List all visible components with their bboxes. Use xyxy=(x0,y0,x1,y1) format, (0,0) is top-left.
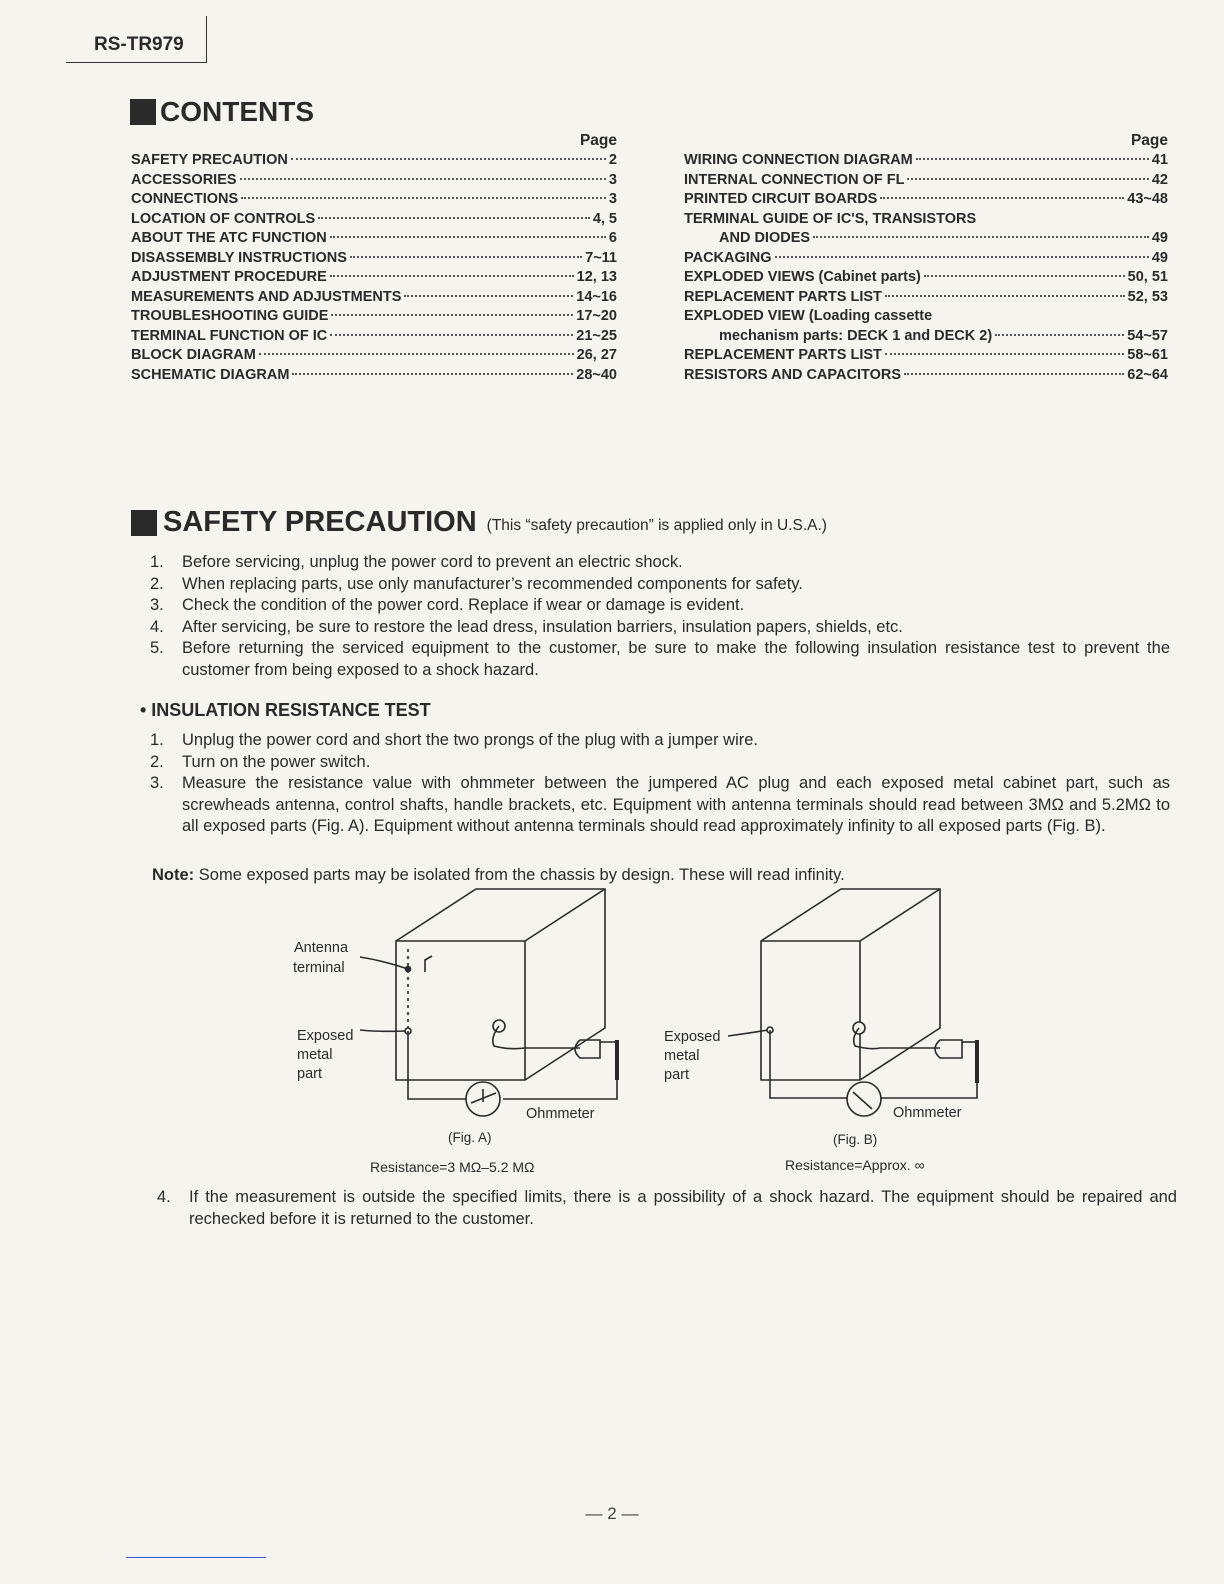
toc-left-column xyxy=(131,132,617,385)
toc-entry: DISASSEMBLY INSTRUCTIONS 7~11 xyxy=(131,249,617,266)
insulation-steps-list xyxy=(150,730,1170,838)
footer-rule xyxy=(126,1557,266,1558)
figure-a-resistance: Resistance=3 MΩ–5.2 MΩ xyxy=(370,1159,535,1175)
figure-a-caption: (Fig. A) xyxy=(448,1130,492,1145)
safety-heading: SAFETY PRECAUTION (This “safety precaution” is applied only in U.S.A.) xyxy=(131,506,827,539)
list-item: 5. Before returning the serviced equipment to the customer, be sure to make the following insulation resistance test to prevent the customer from being exposed to a shock hazard. xyxy=(150,639,1170,679)
toc-entry: PACKAGING 49 xyxy=(684,249,1168,266)
ohmmeter-label: Ohmmeter xyxy=(526,1106,595,1122)
square-bullet-icon xyxy=(130,99,156,125)
figure-b-diagram xyxy=(728,889,977,1116)
antenna-terminal-label-1: Antenna xyxy=(294,940,349,956)
toc-entry: SCHEMATIC DIAGRAM 28~40 xyxy=(131,366,617,383)
note-line: Note: Some exposed parts may be isolated from the chassis by design. These will read infinity. xyxy=(152,866,845,884)
toc-entry: SAFETY PRECAUTION 2 xyxy=(131,152,617,168)
figure-b-resistance: Resistance=Approx. ∞ xyxy=(785,1157,925,1173)
exposed-metal-label-3: part xyxy=(297,1066,322,1082)
insulation-test-figures xyxy=(280,880,1000,1180)
page-column-label: Page xyxy=(579,132,617,149)
list-item: 2. Turn on the power switch. xyxy=(150,752,371,771)
toc-entry: TERMINAL FUNCTION OF IC 21~25 xyxy=(131,327,617,344)
toc-entry: PRINTED CIRCUIT BOARDS 43~48 xyxy=(684,191,1168,207)
toc-entry: ACCESSORIES 3 xyxy=(131,171,617,188)
toc-entry: LOCATION OF CONTROLS 4, 5 xyxy=(131,210,617,227)
safety-steps-list xyxy=(150,552,1170,681)
model-tag xyxy=(66,16,207,63)
list-item: 3. Check the condition of the power cord. Replace if wear or damage is evident. xyxy=(150,596,745,614)
exposed-metal-label-2: metal xyxy=(664,1048,700,1064)
model-number: RS-TR979 xyxy=(94,34,184,55)
list-item: 4. After servicing, be sure to restore the lead dress, insulation barriers, insulation papers, shields, etc. xyxy=(150,617,903,636)
toc-entry: INTERNAL CONNECTION OF FL 42 xyxy=(684,171,1168,188)
exposed-metal-label-3: part xyxy=(664,1067,689,1083)
toc-right-column xyxy=(684,132,1168,385)
list-item: 2. When replacing parts, use only manufacturer’s recommended components for safety. xyxy=(150,574,803,593)
toc-entry: CONNECTIONS 3 xyxy=(131,191,617,207)
figure-a-diagram xyxy=(360,889,617,1116)
toc-entry-line1: EXPLODED VIEW (Loading cassette xyxy=(684,308,933,324)
list-item: 1. Unplug the power cord and short the two prongs of the plug with a jumper wire. xyxy=(150,731,758,749)
exposed-metal-label-2: metal xyxy=(297,1047,333,1063)
toc-entry: mechanism parts: DECK 1 and DECK 2) 54~57 xyxy=(719,327,1168,344)
page-column-label: Page xyxy=(1130,132,1168,149)
toc-entry: WIRING CONNECTION DIAGRAM 41 xyxy=(684,152,1168,168)
exposed-metal-label-1: Exposed xyxy=(664,1029,721,1045)
toc-entry: ADJUSTMENT PROCEDURE 12, 13 xyxy=(131,269,617,285)
toc-entry: ABOUT THE ATC FUNCTION 6 xyxy=(131,230,617,246)
safety-scope-note: (This “safety precaution” is applied only in U.S.A.) xyxy=(486,516,827,534)
page-number: — 2 — xyxy=(585,1504,639,1523)
toc-entry: REPLACEMENT PARTS LIST 52, 53 xyxy=(684,288,1168,305)
list-item: 1. Before servicing, unplug the power cord to prevent an electric shock. xyxy=(150,553,683,571)
toc-entry: REPLACEMENT PARTS LIST 58~61 xyxy=(684,347,1168,363)
toc-entry: MEASUREMENTS AND ADJUSTMENTS 14~16 xyxy=(131,288,617,305)
figure-b-caption: (Fig. B) xyxy=(833,1132,878,1147)
exposed-metal-label-1: Exposed xyxy=(297,1028,354,1044)
square-bullet-icon xyxy=(131,510,157,536)
toc-entry: EXPLODED VIEWS (Cabinet parts) 50, 51 xyxy=(684,269,1168,285)
toc-entry: BLOCK DIAGRAM 26, 27 xyxy=(131,347,617,363)
toc-entry: RESISTORS AND CAPACITORS 62~64 xyxy=(684,366,1168,383)
toc-entry: TROUBLESHOOTING GUIDE 17~20 xyxy=(131,308,617,324)
ohmmeter-label: Ohmmeter xyxy=(893,1105,962,1121)
toc-entry-line1: TERMINAL GUIDE OF IC'S, TRANSISTORS xyxy=(684,210,977,227)
contents-heading: CONTENTS xyxy=(130,96,314,128)
insulation-test-heading: • INSULATION RESISTANCE TEST xyxy=(140,700,431,720)
step-4-warning: 4. If the measurement is outside the specified limits, there is a possibility of a shock hazard. The equipment should be repaired and rechecked before it is returned to the customer. xyxy=(157,1188,1177,1228)
antenna-terminal-label-2: terminal xyxy=(293,960,345,976)
toc-entry: AND DIODES 49 xyxy=(719,230,1168,246)
list-item: 3. Measure the resistance value with ohmmeter between the jumpered AC plug and each exposed metal cabinet part, such as screwheads antenna, control shafts, handle brackets, etc. Equipment with antenna terminals should read between 3MΩ and 5.2MΩ to all exposed parts (Fig. A). Equipment without antenna terminals should read approximately infinity to all exposed parts (Fig. B). xyxy=(150,774,1170,835)
